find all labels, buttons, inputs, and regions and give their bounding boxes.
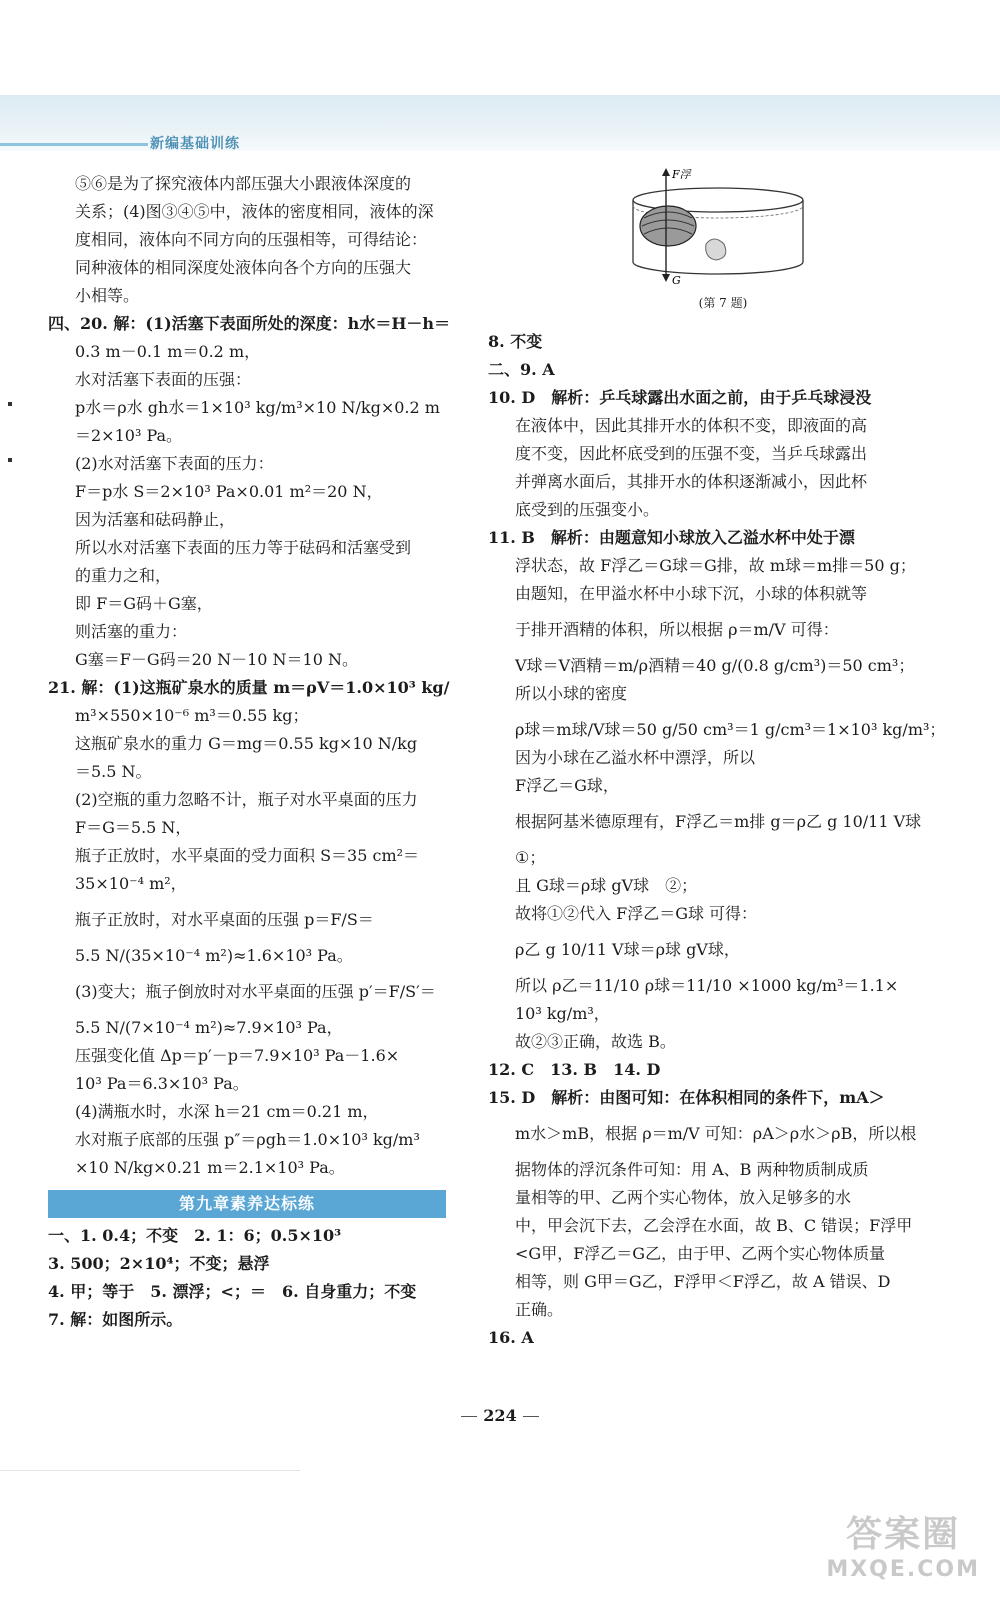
text-line: 这瓶矿泉水的重力 G＝mg＝0.55 kg×10 N/kg <box>75 734 418 753</box>
question-20-start: 四、20. 解：(1)活塞下表面所处的深度：h水＝H－h＝ <box>48 314 451 333</box>
text-line: 故将①②代入 F浮乙＝G球 可得： <box>515 904 758 923</box>
watermark-url: MXQE.COM <box>826 1557 980 1582</box>
text-line: p水＝ρ水 gh水＝1×10³ kg/m³×10 N/kg×0.2 m <box>75 398 440 417</box>
text-line: 0.3 m－0.1 m＝0.2 m， <box>75 342 261 361</box>
margin-mark <box>8 458 12 462</box>
text-line: ①； <box>515 848 546 867</box>
figure-caption: (第 7 题) <box>698 296 748 310</box>
answer-line: 4. 甲；等于 5. 漂浮；<；＝ 6. 自身重力；不变 <box>48 1282 417 1301</box>
text-line: 所以小球的密度 <box>515 684 628 703</box>
formula-line: m水＞mB，根据 ρ＝m/V 可知：ρA＞ρ水＞ρB，所以根 <box>515 1124 917 1143</box>
text-line: 据物体的浮沉条件可知：用 A、B 两种物质制成质 <box>515 1160 869 1179</box>
margin-mark <box>8 402 12 406</box>
text-line: 的重力之和， <box>75 566 172 585</box>
text-line: ⑤⑥是为了探究液体内部压强大小跟液体深度的 <box>75 174 412 193</box>
formula-line: 根据阿基米德原理有，F浮乙＝m排 g＝ρ乙 g 10/11 V球 <box>515 812 922 831</box>
text-line: 底受到的压强变小。 <box>515 500 660 519</box>
text-line: 相等，则 G甲＝G乙，F浮甲＜F浮乙，故 A 错误、D <box>515 1272 891 1291</box>
answer-line: 12. C 13. B 14. D <box>488 1060 661 1079</box>
formula-line: V球＝V酒精＝m/ρ酒精＝40 g/(0.8 g/cm³)＝50 cm³； <box>515 656 915 675</box>
text-line: 并弹离水面后，其排开水的体积逐渐减小，因此杯 <box>515 472 868 491</box>
gravity-label: G <box>672 274 681 287</box>
text-line: 35×10⁻⁴ m²， <box>75 874 187 893</box>
text-line: 所以水对活塞下表面的压力等于砝码和活塞受到 <box>75 538 412 557</box>
text-line: 在液体中，因此其排开水的体积不变，即液面的高 <box>515 416 868 435</box>
text-line: F浮乙＝G球， <box>515 776 619 795</box>
text-line: 即 F＝G码＋G塞， <box>75 594 213 613</box>
formula-line: 于排开酒精的体积，所以根据 ρ＝m/V 可得： <box>515 620 839 639</box>
formula-line: 瓶子正放时，对水平桌面的压强 p＝F/S＝ <box>75 910 374 929</box>
formula-line: 5.5 N/(35×10⁻⁴ m²)≈1.6×10³ Pa。 <box>75 946 353 965</box>
question-10-start: 10. D 解析：乒乓球露出水面之前，由于乒乓球浸没 <box>488 388 872 407</box>
text-line: <G甲，F浮乙＝G乙，由于甲、乙两个实心物体质量 <box>515 1244 886 1263</box>
text-line: 因为小球在乙溢水杯中漂浮，所以 <box>515 748 756 767</box>
text-line: 瓶子正放时，水平桌面的受力面积 S＝35 cm²＝ <box>75 846 420 865</box>
buoyancy-diagram <box>618 166 818 291</box>
text-line: 故②③正确，故选 B。 <box>515 1032 676 1051</box>
answer-line: 二、9. A <box>488 360 555 379</box>
text-line: ＝5.5 N。 <box>75 762 152 781</box>
text-line: 量相等的甲、乙两个实心物体，放入足够多的水 <box>515 1188 852 1207</box>
figure-question-7 <box>488 166 958 328</box>
text-line: 度不变，因此杯底受到的压强不变，当乒乓球露出 <box>515 444 868 463</box>
text-line: 由题知，在甲溢水杯中小球下沉，小球的体积就等 <box>515 584 868 603</box>
answer-line: 7. 解：如图所示。 <box>48 1310 183 1329</box>
text-line: 10³ Pa＝6.3×10³ Pa。 <box>75 1074 249 1093</box>
answer-line: 8. 不变 <box>488 332 543 351</box>
header-dash-line <box>0 143 148 146</box>
text-line: 且 G球＝ρ球 gV球 ②； <box>515 876 698 895</box>
text-line: 中，甲会沉下去，乙会浮在水面，故 B、C 错误；F浮甲 <box>515 1216 913 1235</box>
text-line: 正确。 <box>515 1300 564 1319</box>
text-line: 则活塞的重力： <box>75 622 188 641</box>
text-line: 10³ kg/m³， <box>515 1004 610 1023</box>
formula-line: ρ球＝m球/V球＝50 g/50 cm³＝1 g/cm³＝1×10³ kg/m³； <box>515 720 946 739</box>
answer-line: 16. A <box>488 1328 534 1347</box>
chapter-banner: 第九章素养达标练 <box>48 1190 446 1218</box>
bottom-divider <box>0 1470 300 1471</box>
text-line: ×10 N/kg×0.21 m＝2.1×10³ Pa。 <box>75 1158 345 1177</box>
formula-line: 所以 ρ乙＝11/10 ρ球＝11/10 ×1000 kg/m³＝1.1× <box>515 976 899 995</box>
formula-line: (3)变大；瓶子倒放时对水平桌面的压强 p′＝F/S′＝ <box>75 982 436 1001</box>
answer-line: 一、1. 0.4；不变 2. 1：6；0.5×10³ <box>48 1226 342 1245</box>
question-11-start: 11. B 解析：由题意知小球放入乙溢水杯中处于漂 <box>488 528 855 547</box>
left-column <box>48 170 451 1334</box>
formula-line: 5.5 N/(7×10⁻⁴ m²)≈7.9×10³ Pa， <box>75 1018 343 1037</box>
page-number: 224 <box>450 1406 550 1425</box>
formula-line: ρ乙 g 10/11 V球＝ρ球 gV球， <box>515 940 740 959</box>
text-line: 关系；(4)图③④⑤中，液体的密度相同，液体的深 <box>75 202 434 221</box>
text-line: 压强变化值 Δp＝p′－p＝7.9×10³ Pa－1.6× <box>75 1046 400 1065</box>
text-line: ＝2×10³ Pa。 <box>75 426 183 445</box>
buoyancy-force-label: F浮 <box>672 168 691 181</box>
right-column <box>488 166 958 1352</box>
text-line: 小相等。 <box>75 286 140 305</box>
watermark <box>826 1506 980 1582</box>
text-line: (2)空瓶的重力忽略不计，瓶子对水平桌面的压力 <box>75 790 418 809</box>
header-title: 新编基础训练 <box>150 136 240 152</box>
text-line: 因为活塞和砝码静止， <box>75 510 236 529</box>
text-line: F＝G＝5.5 N， <box>75 818 192 837</box>
text-line: F＝p水 S＝2×10³ Pa×0.01 m²＝20 N， <box>75 482 383 501</box>
text-line: 同种液体的相同深度处液体向各个方向的压强大 <box>75 258 412 277</box>
question-21-start: 21. 解：(1)这瓶矿泉水的质量 m＝ρV＝1.0×10³ kg/ <box>48 678 450 697</box>
text-line: 度相同，液体向不同方向的压强相等，可得结论： <box>75 230 428 249</box>
text-line: (2)水对活塞下表面的压力： <box>75 454 274 473</box>
text-line: 浮状态，故 F浮乙＝G球＝G排，故 m球＝m排＝50 g； <box>515 556 916 575</box>
text-line: G塞＝F－G码＝20 N－10 N＝10 N。 <box>75 650 359 669</box>
text-line: 水对活塞下表面的压强： <box>75 370 252 389</box>
answer-line: 3. 500；2×10⁴；不变；悬浮 <box>48 1254 270 1273</box>
question-15-start: 15. D 解析：由图可知：在体积相同的条件下，mA＞ <box>488 1088 885 1107</box>
text-line: m³×550×10⁻⁶ m³＝0.55 kg； <box>75 706 309 725</box>
watermark-logo: 答案圈 <box>846 1514 961 1555</box>
text-line: 水对瓶子底部的压强 p″＝ρgh＝1.0×10³ kg/m³ <box>75 1130 420 1149</box>
text-line: (4)满瓶水时，水深 h＝21 cm＝0.21 m， <box>75 1102 379 1121</box>
